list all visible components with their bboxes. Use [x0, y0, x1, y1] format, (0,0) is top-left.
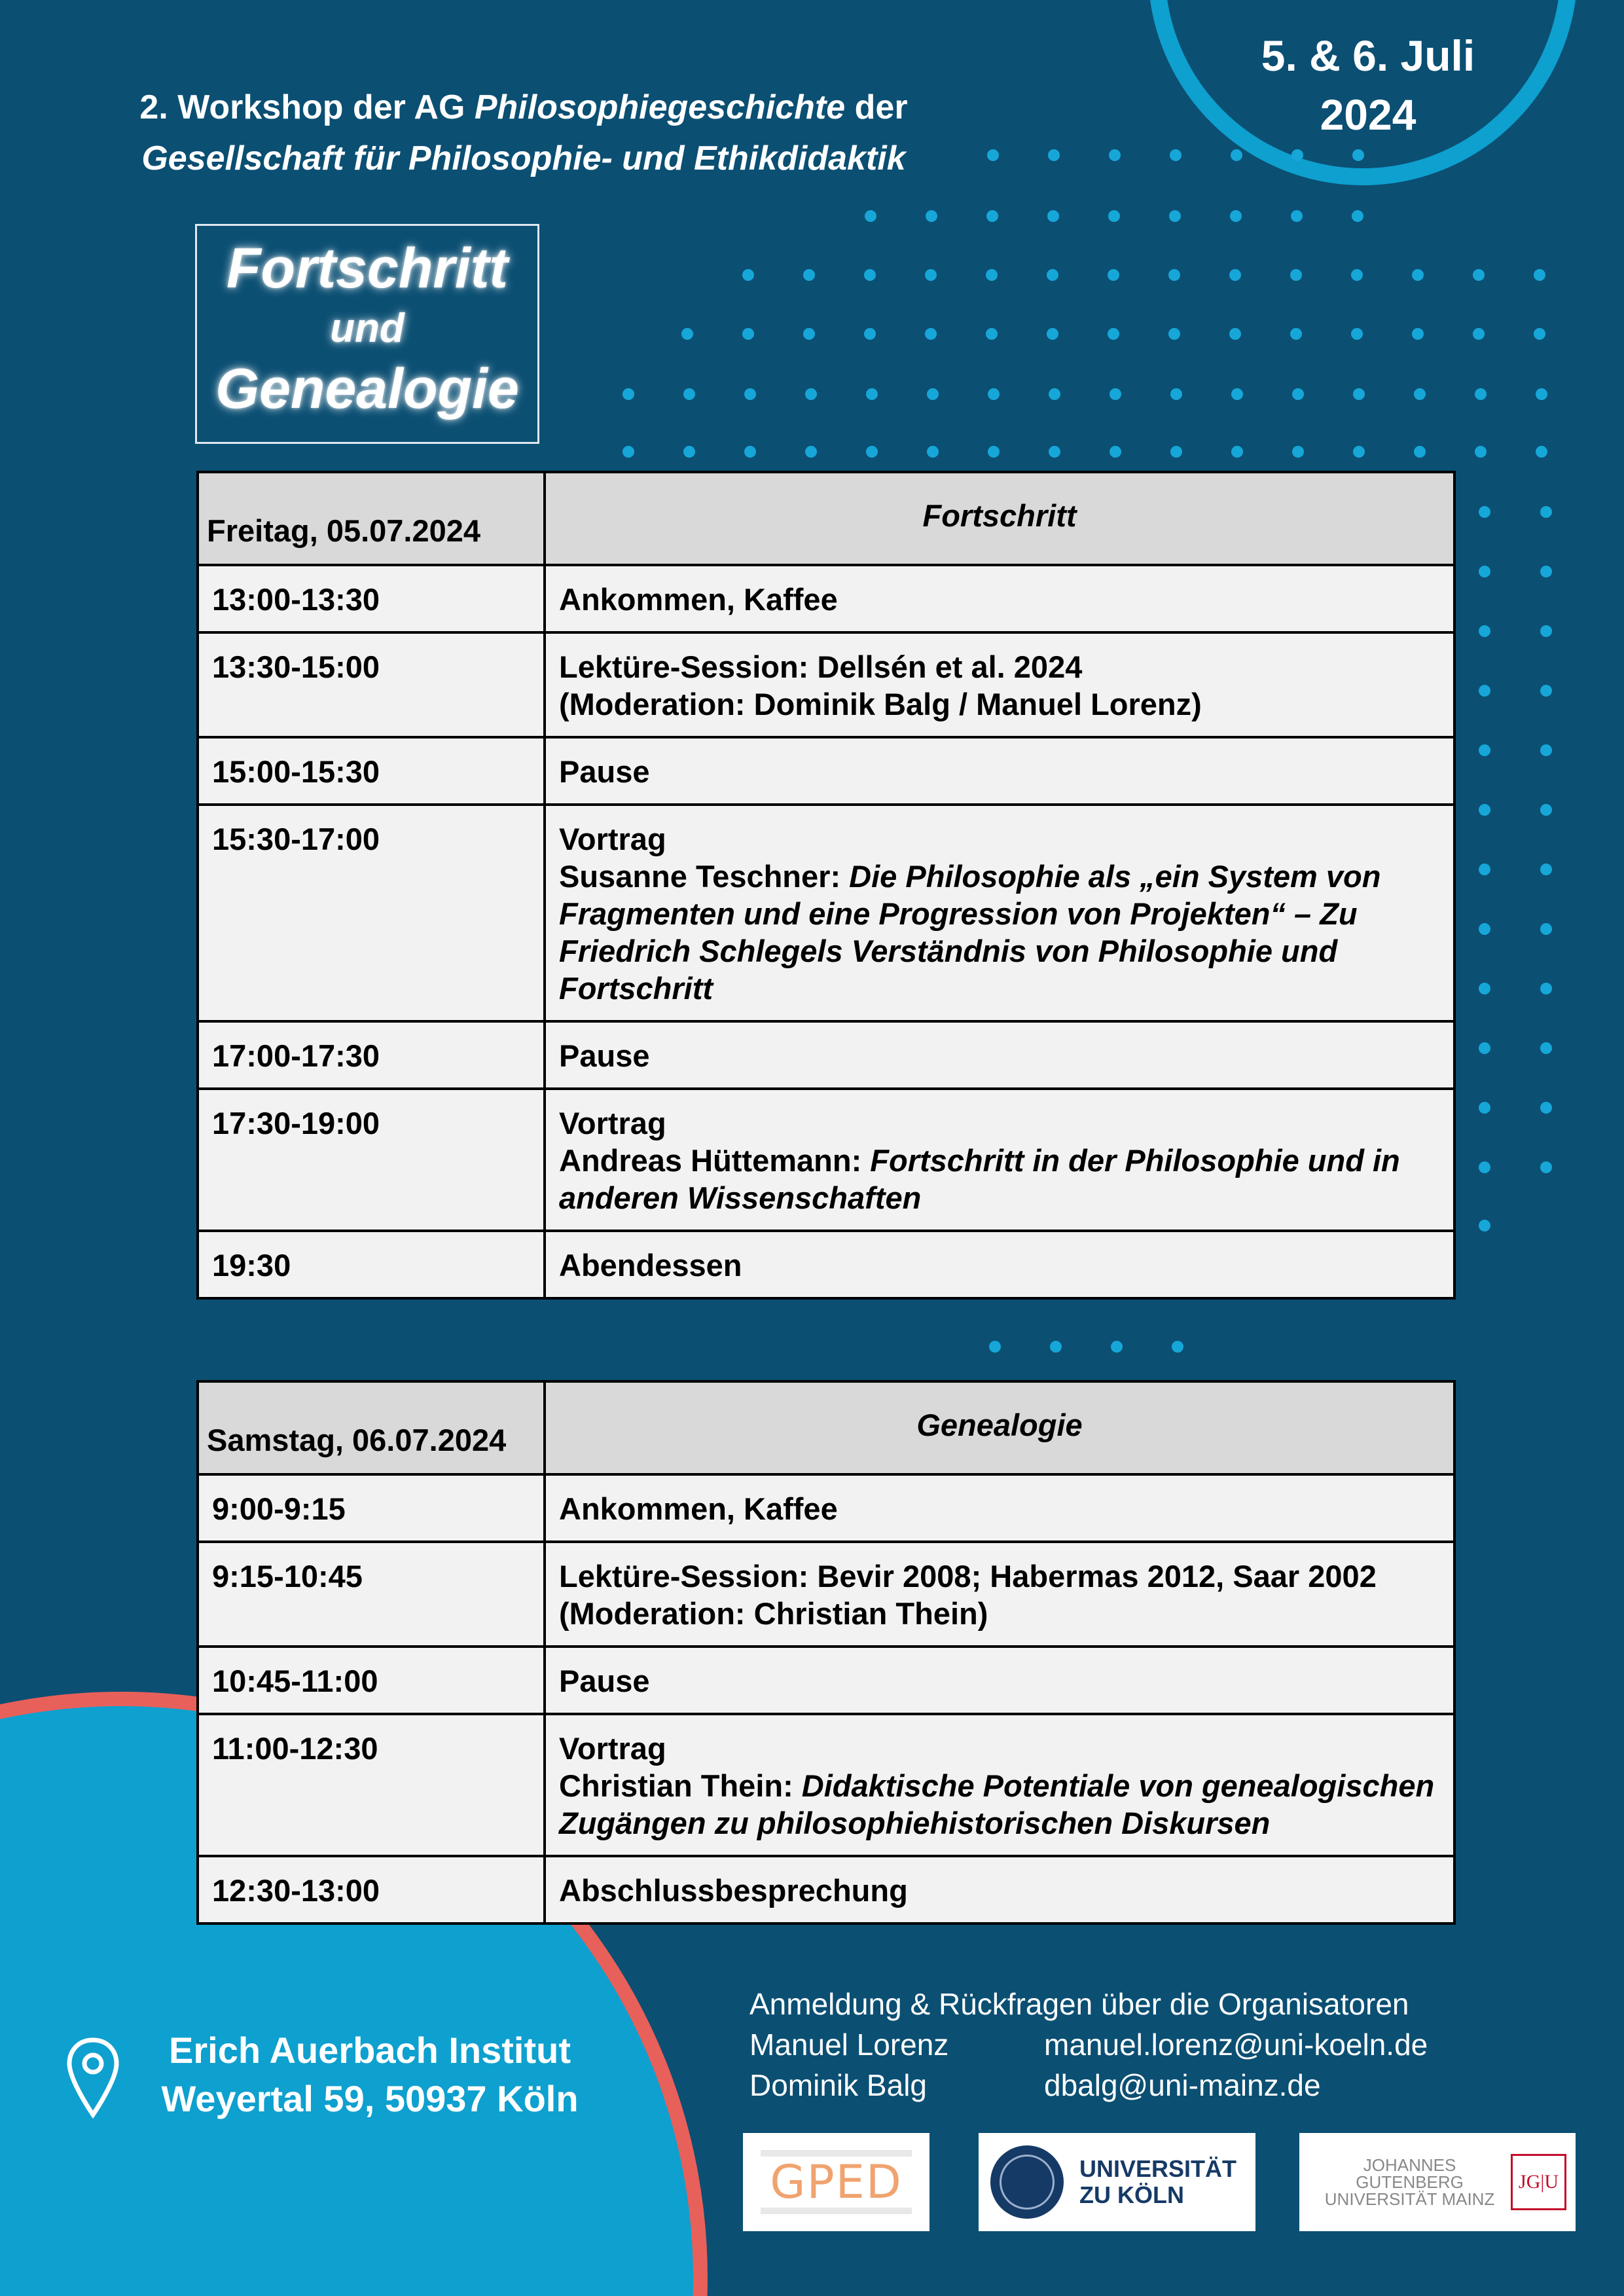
- decor-dot: [1170, 149, 1182, 161]
- session-text: (Moderation: Dominik Balg / Manuel Lorenz): [559, 687, 1202, 721]
- session-text: (Moderation: Christian Thein): [559, 1596, 988, 1631]
- day-theme: Fortschritt: [545, 472, 1454, 565]
- session-description: [545, 737, 1454, 805]
- decor-dot: [1536, 446, 1547, 458]
- session-line: [559, 753, 1440, 790]
- session-text: Lektüre-Session: Dellsén et al. 2024: [559, 649, 1083, 684]
- decor-dot: [1540, 864, 1552, 875]
- decor-dot: [1230, 210, 1242, 222]
- date-line-2: 2024: [1320, 90, 1416, 139]
- session-line: [559, 1104, 1440, 1142]
- decor-dot: [1540, 685, 1552, 697]
- decor-dot: [1351, 269, 1363, 281]
- workshop-title-line-1: [0, 82, 1047, 133]
- decor-dot: [926, 210, 937, 222]
- location-pin-icon: [64, 2036, 122, 2121]
- decor-dot: [1229, 328, 1241, 340]
- decor-dot: [1169, 210, 1181, 222]
- uni-mainz-logo: [1299, 2133, 1576, 2231]
- decor-dot: [1479, 864, 1490, 875]
- decor-dot: [1479, 1042, 1490, 1054]
- session-text: Abendessen: [559, 1248, 742, 1283]
- decor-dot: [988, 446, 1000, 458]
- session-line: [559, 1872, 1440, 1909]
- day-theme: Genealogie: [545, 1381, 1454, 1474]
- session-line: [559, 1142, 1440, 1216]
- session-time: 9:15-10:45: [198, 1542, 545, 1647]
- workshop-title-line-2: Gesellschaft für Philosophie- und Ethikdidaktik: [141, 139, 906, 177]
- decor-dot: [683, 446, 695, 458]
- gped-logo-text: GPED: [761, 2150, 912, 2214]
- session-text: Vortrag: [559, 1106, 666, 1140]
- decor-dot: [1479, 923, 1490, 935]
- decor-dot: [925, 328, 937, 340]
- schedule-row: [198, 1021, 1454, 1089]
- decor-dot: [1290, 269, 1302, 281]
- venue: [131, 2026, 609, 2123]
- decor-dot: [1290, 328, 1302, 340]
- title-line-3: Genealogie: [215, 357, 519, 420]
- decor-dot: [1170, 388, 1182, 400]
- talk-title: Didaktische Potentiale von genealogischen Zugängen zu philosophiehistorischen Diskursen: [559, 1768, 1435, 1840]
- decor-dot: [1351, 328, 1363, 340]
- decor-dot: [1479, 1161, 1490, 1173]
- decor-dot: [1412, 269, 1424, 281]
- date-line-1: 5. & 6. Juli: [1261, 31, 1475, 80]
- decor-dot: [1170, 446, 1182, 458]
- decor-dot: [1110, 446, 1121, 458]
- decor-dot: [1231, 446, 1243, 458]
- decor-dot: [866, 446, 878, 458]
- decor-dot: [1047, 269, 1058, 281]
- decor-dot: [864, 328, 876, 340]
- session-description: [545, 1542, 1454, 1647]
- contact-email-link[interactable]: dbalg@uni-mainz.de: [1044, 2068, 1321, 2102]
- decor-dot: [1475, 446, 1487, 458]
- schedule-row: [198, 737, 1454, 805]
- session-description: [545, 805, 1454, 1021]
- decor-dot: [988, 388, 1000, 400]
- session-line: [559, 1767, 1440, 1842]
- decor-dot: [1353, 388, 1365, 400]
- decor-dot: [1534, 269, 1545, 281]
- session-description: [545, 1474, 1454, 1542]
- session-time: 17:00-17:30: [198, 1021, 545, 1089]
- decor-dot: [1172, 1341, 1183, 1353]
- session-description: [545, 1089, 1454, 1231]
- decor-dot: [1048, 149, 1060, 161]
- decor-dot: [927, 388, 939, 400]
- decor-dot: [1352, 149, 1364, 161]
- session-line: [559, 685, 1440, 723]
- decor-dot: [1540, 566, 1552, 577]
- schedule-row: [198, 1714, 1454, 1856]
- decor-dot: [866, 388, 878, 400]
- session-text: Pause: [559, 1038, 650, 1073]
- decor-dot: [1479, 744, 1490, 756]
- schedule-table-friday: [196, 471, 1456, 1300]
- decor-dot: [742, 269, 754, 281]
- decor-dot: [986, 328, 998, 340]
- schedule-table-saturday: [196, 1380, 1456, 1925]
- schedule-row: [198, 1647, 1454, 1714]
- decor-dot: [1047, 328, 1058, 340]
- decor-dot: [1479, 685, 1490, 697]
- session-line: [559, 1490, 1440, 1527]
- decor-dot: [744, 388, 756, 400]
- decor-dot: [1292, 388, 1304, 400]
- decor-dot: [1412, 328, 1424, 340]
- contact-row: [749, 2065, 1535, 2105]
- session-description: [545, 1231, 1454, 1298]
- schedule-row: [198, 1542, 1454, 1647]
- decor-dot: [989, 1341, 1001, 1353]
- session-text: Ankommen, Kaffee: [559, 582, 838, 617]
- decor-dot: [623, 388, 634, 400]
- decor-dot: [1475, 388, 1487, 400]
- session-line: [559, 1558, 1440, 1595]
- decor-dot: [1414, 388, 1426, 400]
- session-text: Abschlussbesprechung: [559, 1873, 908, 1908]
- session-time: 15:00-15:30: [198, 737, 545, 805]
- session-line: [559, 1247, 1440, 1284]
- decor-dot: [1414, 446, 1426, 458]
- decor-dot: [1231, 388, 1243, 400]
- decor-dot: [681, 328, 693, 340]
- decor-dot: [1479, 506, 1490, 518]
- decor-dot: [1540, 1161, 1552, 1173]
- uni-koeln-logo-text: [1079, 2156, 1236, 2208]
- decor-dot: [1110, 388, 1121, 400]
- session-description: [545, 1714, 1454, 1856]
- decor-dot: [1291, 149, 1303, 161]
- session-time: 10:45-11:00: [198, 1647, 545, 1714]
- session-description: [545, 632, 1454, 737]
- session-text: Pause: [559, 1664, 650, 1698]
- schedule-row: [198, 1231, 1454, 1298]
- decor-dot: [1540, 804, 1552, 816]
- decor-dot: [1536, 388, 1547, 400]
- session-time: 17:30-19:00: [198, 1089, 545, 1231]
- decor-dot: [683, 388, 695, 400]
- schedule-row: [198, 1474, 1454, 1542]
- schedule-row: [198, 565, 1454, 632]
- decor-dot: [1540, 923, 1552, 935]
- header-segment: Philosophiegeschichte: [474, 88, 846, 126]
- decor-dot: [1473, 328, 1485, 340]
- decor-dot: [865, 210, 876, 222]
- decor-dot: [1291, 210, 1303, 222]
- title-line-2: und: [330, 306, 405, 351]
- session-line: [559, 1037, 1440, 1074]
- decor-dot: [1540, 1042, 1552, 1054]
- decor-dot: [1353, 446, 1365, 458]
- title-line-1: Fortschritt: [226, 237, 508, 300]
- session-line: [559, 858, 1440, 1007]
- decor-dot: [623, 446, 634, 458]
- decor-dot: [927, 446, 939, 458]
- session-text: Vortrag: [559, 822, 666, 856]
- decor-dot: [1479, 1220, 1490, 1231]
- decor-dot: [1050, 1341, 1062, 1353]
- decor-dot: [1108, 328, 1119, 340]
- decor-dot: [803, 269, 815, 281]
- decor-dot: [986, 210, 998, 222]
- session-text: Andreas Hüttemann:: [559, 1143, 871, 1178]
- session-time: 15:30-17:00: [198, 805, 545, 1021]
- decor-dot: [1047, 210, 1059, 222]
- decor-dot: [1479, 1102, 1490, 1114]
- decor-dot: [1108, 210, 1120, 222]
- contact-info: [749, 1984, 1535, 2105]
- uni-koeln-line-1: UNIVERSITÄT: [1079, 2155, 1237, 2182]
- decor-dot: [805, 388, 817, 400]
- jgu-mark-icon: JG|U: [1511, 2154, 1566, 2210]
- header-segment: der: [845, 88, 908, 126]
- session-line: [559, 581, 1440, 618]
- session-description: [545, 1021, 1454, 1089]
- session-line: [559, 648, 1440, 685]
- decor-dot: [986, 269, 998, 281]
- decor-dot: [1168, 328, 1180, 340]
- session-line: [559, 820, 1440, 858]
- schedule-row: [198, 1856, 1454, 1923]
- session-text: Christian Thein:: [559, 1768, 802, 1803]
- venue-address: Weyertal 59, 50937 Köln: [161, 2078, 579, 2119]
- decor-dot: [742, 328, 754, 340]
- decor-dot: [1479, 804, 1490, 816]
- session-line: [559, 1730, 1440, 1767]
- decor-dot: [803, 328, 815, 340]
- decor-dot: [1473, 269, 1485, 281]
- session-text: Lektüre-Session: Bevir 2008; Habermas 2012, Saar 2002: [559, 1559, 1377, 1594]
- decor-dot: [1540, 744, 1552, 756]
- gped-logo: [743, 2133, 929, 2231]
- decor-dot: [1540, 1102, 1552, 1114]
- decor-dot: [1049, 446, 1060, 458]
- contact-heading: Anmeldung & Rückfragen über die Organisatoren: [749, 1987, 1409, 2021]
- decor-dot: [744, 446, 756, 458]
- decor-dot: [864, 269, 876, 281]
- decor-dot: [1168, 269, 1180, 281]
- contact-row: [749, 2024, 1535, 2065]
- decor-dot: [1109, 149, 1121, 161]
- contact-name: Dominik Balg: [749, 2068, 927, 2102]
- decor-dot: [1479, 625, 1490, 637]
- decor-dot: [1108, 269, 1119, 281]
- decor-dot: [1540, 625, 1552, 637]
- decor-dot: [805, 446, 817, 458]
- decor-dot: [1540, 983, 1552, 994]
- header-segment: 2. Workshop der AG: [139, 88, 475, 126]
- uni-mainz-line-1: JOHANNES GUTENBERG: [1356, 2155, 1464, 2192]
- session-text: Pause: [559, 754, 650, 789]
- session-description: [545, 1856, 1454, 1923]
- decor-dot: [1292, 446, 1304, 458]
- session-text: Ankommen, Kaffee: [559, 1491, 838, 1526]
- day-heading: Samstag, 06.07.2024: [198, 1381, 545, 1474]
- decor-dot: [1049, 388, 1060, 400]
- decor-dot: [1534, 328, 1545, 340]
- session-line: [559, 1662, 1440, 1700]
- decor-dot: [1479, 983, 1490, 994]
- decor-dot: [1540, 506, 1552, 518]
- uni-mainz-logo-text: [1308, 2157, 1511, 2208]
- decor-dot: [1479, 566, 1490, 577]
- contact-name: Manuel Lorenz: [749, 2028, 949, 2062]
- schedule-row: [198, 805, 1454, 1021]
- uni-mainz-line-2: UNIVERSITÄT MAINZ: [1324, 2189, 1495, 2209]
- schedule-row: [198, 632, 1454, 737]
- session-time: 11:00-12:30: [198, 1714, 545, 1856]
- university-seal-icon: [990, 2145, 1064, 2219]
- session-description: [545, 565, 1454, 632]
- uni-koeln-line-2: ZU KÖLN: [1079, 2181, 1184, 2208]
- session-time: 13:00-13:30: [198, 565, 545, 632]
- decor-dot: [925, 269, 937, 281]
- contact-email-link[interactable]: manuel.lorenz@uni-koeln.de: [1044, 2028, 1428, 2062]
- day-heading: Freitag, 05.07.2024: [198, 472, 545, 565]
- session-description: [545, 1647, 1454, 1714]
- uni-koeln-logo: [979, 2133, 1255, 2231]
- session-text: Vortrag: [559, 1731, 666, 1766]
- session-time: 9:00-9:15: [198, 1474, 545, 1542]
- event-title-box: [195, 224, 539, 444]
- session-time: 12:30-13:00: [198, 1856, 545, 1923]
- decor-dot: [1111, 1341, 1123, 1353]
- decor-dot: [1231, 149, 1242, 161]
- schedule-row: [198, 1089, 1454, 1231]
- decor-dot: [1352, 210, 1363, 222]
- talk-title: Die Philosophie als „ein System von Fragmenten und eine Progression von Projekten“ – Zu Friedrich Schlegels Verständnis von Philosophie und Fortschritt: [559, 859, 1381, 1006]
- session-time: 13:30-15:00: [198, 632, 545, 737]
- venue-name: Erich Auerbach Institut: [168, 2030, 571, 2071]
- decor-dot: [1229, 269, 1241, 281]
- session-line: [559, 1595, 1440, 1632]
- session-text: Susanne Teschner:: [559, 859, 850, 894]
- session-time: 19:30: [198, 1231, 545, 1298]
- talk-title: Fortschritt in der Philosophie und in anderen Wissenschaften: [559, 1143, 1400, 1215]
